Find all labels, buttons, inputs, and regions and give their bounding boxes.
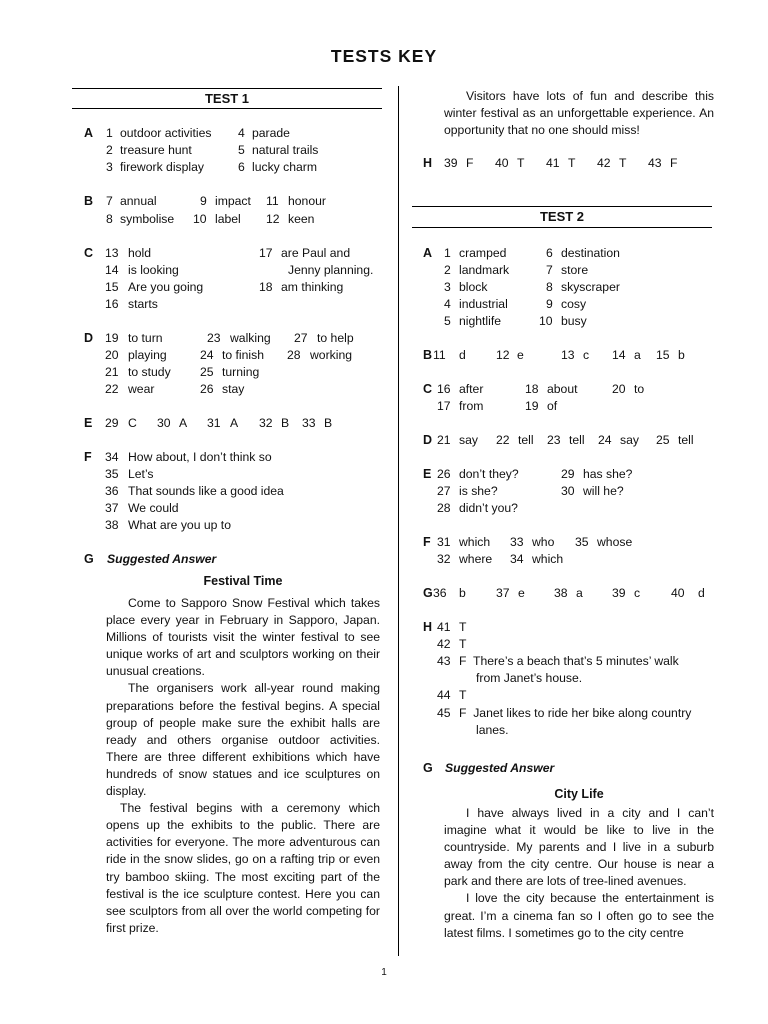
answer-number: 20 (105, 348, 119, 362)
answer-text: impact (215, 194, 251, 208)
answer-number: 34 (105, 450, 119, 464)
answer-text: What are you up to (128, 518, 231, 532)
answer-text: after (459, 382, 484, 396)
test2-section-g-letter: G (423, 586, 433, 600)
answer-text: which (459, 535, 491, 549)
answer-number: 42 (437, 637, 451, 651)
answer-number: 20 (612, 382, 626, 396)
answer-number: 43 (437, 654, 451, 668)
answer-number: 31 (207, 416, 221, 430)
answer-text: d (698, 586, 705, 600)
suggested-answer-label: Suggested Answer (107, 552, 217, 566)
answer-text: d (459, 348, 466, 362)
test2-section-d-letter: D (423, 433, 433, 447)
answer-number: 16 (105, 297, 119, 311)
test1-heading: TEST 1 (204, 91, 250, 106)
answer-number: 36 (433, 586, 447, 600)
answer-number: 22 (105, 382, 119, 396)
answer-number: 21 (105, 365, 119, 379)
answer-number: 8 (106, 212, 113, 226)
answer-text: F (670, 156, 678, 170)
answer-text: F (466, 156, 474, 170)
answer-text: T (459, 620, 467, 634)
test1-section-d-letter: D (84, 331, 94, 345)
column-divider (398, 86, 399, 956)
answer-text: tell (678, 433, 694, 447)
test2-section-h-letter: H (423, 620, 433, 634)
answer-text: working (310, 348, 352, 362)
test2-section-g-essay-letter: G (423, 761, 433, 775)
answer-text: store (561, 263, 589, 277)
answer-text: keen (288, 212, 315, 226)
answer-number: 19 (525, 399, 539, 413)
answer-number: 14 (105, 263, 119, 277)
answer-text: Are you going (128, 280, 204, 294)
answer-number: 19 (105, 331, 119, 345)
test2-section-b-letter: B (423, 348, 433, 362)
answer-text: cosy (561, 297, 587, 311)
answer-continuation: from Janet’s house. (476, 671, 583, 685)
answer-text: outdoor activities (120, 126, 212, 140)
answer-text: will he? (583, 484, 624, 498)
answer-text: to finish (222, 348, 265, 362)
essay-body (106, 595, 380, 937)
answer-text: which (532, 552, 564, 566)
answer-number: 9 (200, 194, 207, 208)
answer-text: to turn (128, 331, 163, 345)
answer-text: B (281, 416, 290, 430)
answer-number: 3 (106, 160, 113, 174)
answer-text: about (547, 382, 578, 396)
answer-number: 5 (238, 143, 245, 157)
test2-section-c-letter: C (423, 382, 433, 396)
answer-text: A (230, 416, 239, 430)
answer-number: 30 (157, 416, 171, 430)
essay-paragraph: The organisers work all-year round making preparations before the festival begins. A special group of people make sure the exhibit halls are ready and others organise outdoor activities. There are three different exhibitions which have hundreds of snow statues and ice sculptures on display. (106, 681, 380, 799)
answer-number: 28 (287, 348, 301, 362)
essay-paragraph: The festival begins with a ceremony which opens up the exhibits to the public. There are activities for everyone. The more adventurous can ride in the snow slides, go on a rafting trip or even try bamboo skiing. The most exciting part of the festival is the ice sculpture contest. Here you can see sculptors from all over the world competing for first prize. (106, 801, 380, 935)
answer-number: 25 (200, 365, 214, 379)
answer-text: label (215, 212, 241, 226)
answer-number: 27 (294, 331, 308, 345)
answer-text: treasure hunt (120, 143, 192, 157)
answer-text: don’t they? (459, 467, 519, 481)
answer-number: 13 (561, 348, 575, 362)
answer-text: T (517, 156, 525, 170)
answer-number: 36 (105, 484, 119, 498)
test1-section-b-letter: B (84, 194, 94, 208)
answer-number: 18 (259, 280, 273, 294)
answer-text: stay (222, 382, 245, 396)
answer-text: starts (128, 297, 158, 311)
answer-text: is she? (459, 484, 498, 498)
answer-number: 15 (656, 348, 670, 362)
answer-text: C (128, 416, 137, 430)
answer-number: 29 (561, 467, 575, 481)
answer-text: block (459, 280, 488, 294)
answer-text: am thinking (281, 280, 344, 294)
test1-section-e-letter: E (84, 416, 93, 430)
answer-number: 15 (105, 280, 119, 294)
answer-text: b (678, 348, 685, 362)
answer-text: say (620, 433, 639, 447)
answer-number: 13 (105, 246, 119, 260)
answer-text: How about, I don’t think so (128, 450, 272, 464)
answer-text: firework display (120, 160, 204, 174)
answer-number: 14 (612, 348, 626, 362)
essay-body-continued (444, 88, 714, 139)
answer-text: lucky charm (252, 160, 318, 174)
test2-section-e-letter: E (423, 467, 432, 481)
answer-text: from (459, 399, 484, 413)
answer-number: 44 (437, 688, 451, 702)
answer-text: e (517, 348, 524, 362)
answer-number: 41 (546, 156, 560, 170)
answer-number: 4 (238, 126, 245, 140)
essay-title: Festival Time (203, 574, 283, 588)
test1-section-h-letter: H (423, 156, 433, 170)
answer-number: 35 (575, 535, 589, 549)
answer-number: 21 (437, 433, 451, 447)
answer-text: to help (317, 331, 354, 345)
page-title: TESTS KEY (330, 46, 438, 66)
answer-number: 31 (437, 535, 451, 549)
essay-paragraph: Come to Sapporo Snow Festival which takes place every year in February in Sapporo, Japan. Millions of tourists visit the winter festival to see unique works of art and sculptors working on their unusual creations. (106, 596, 380, 679)
suggested-answer-label: Suggested Answer (445, 761, 555, 775)
answer-text: walking (230, 331, 271, 345)
answer-text: to (634, 382, 645, 396)
answer-number: 33 (510, 535, 524, 549)
answer-number: 6 (546, 246, 553, 260)
answer-number: 39 (612, 586, 626, 600)
answer-number: 45 (437, 706, 451, 720)
answer-number: 10 (539, 314, 553, 328)
answer-text: busy (561, 314, 587, 328)
answer-number: 11 (266, 194, 279, 208)
answer-number: 37 (105, 501, 119, 515)
answer-number: 9 (546, 297, 553, 311)
answer-number: 41 (437, 620, 451, 634)
answer-number: 39 (444, 156, 458, 170)
answer-text: landmark (459, 263, 510, 277)
answer-number: 29 (105, 416, 119, 430)
answer-text: T (568, 156, 576, 170)
essay-paragraph: Visitors have lots of fun and describe this winter festival as an unforgettable experience. An opportunity that no one should miss! (444, 89, 714, 138)
answer-text: natural trails (252, 143, 319, 157)
answer-text: is looking (128, 263, 179, 277)
answer-text: c (583, 348, 590, 362)
answer-number: 16 (437, 382, 451, 396)
answer-number: 35 (105, 467, 119, 481)
answer-number: 24 (598, 433, 612, 447)
answer-number: 8 (546, 280, 553, 294)
test1-section-a-letter: A (84, 126, 94, 140)
answer-number: 26 (200, 382, 214, 396)
answer-text: are Paul and (281, 246, 351, 260)
answer-text: a (634, 348, 641, 362)
answer-text: turning (222, 365, 260, 379)
answer-text: where (459, 552, 493, 566)
answer-number: 43 (648, 156, 662, 170)
essay-body (444, 805, 714, 942)
answer-number: 7 (106, 194, 113, 208)
test2-section-f-letter: F (423, 535, 431, 549)
page-number: 1 (381, 967, 387, 978)
answer-number: 25 (656, 433, 670, 447)
answer-number: 3 (444, 280, 451, 294)
answer-text: Let’s (128, 467, 154, 481)
answer-text: nightlife (459, 314, 502, 328)
answer-number: 12 (496, 348, 510, 362)
answer-number: 11 (433, 348, 446, 362)
test1-section-c-letter: C (84, 246, 94, 260)
answer-continuation: lanes. (476, 723, 509, 737)
answer-number: 32 (259, 416, 273, 430)
test1-top-rule (72, 88, 382, 89)
answer-number: 38 (554, 586, 568, 600)
answer-number: 17 (259, 246, 273, 260)
test2-top-rule (412, 206, 712, 207)
answer-text: tell (569, 433, 585, 447)
answer-text: of (547, 399, 558, 413)
test1-section-g-letter: G (84, 552, 94, 566)
test2-bottom-rule (412, 227, 712, 228)
answer-number: 18 (525, 382, 539, 396)
answer-text: B (324, 416, 333, 430)
essay-paragraph: I have always lived in a city and I can’t imagine what it would be like to live in the countryside. My parents and I live in a suburb away from the city centre. Our house is near a park and there are lots of tree-lined avenues. (444, 806, 714, 889)
answer-number: 2 (106, 143, 113, 157)
answer-number: 30 (561, 484, 575, 498)
answer-number: 10 (193, 212, 207, 226)
answer-text: A (179, 416, 188, 430)
answer-text: c (634, 586, 641, 600)
answer-text: We could (128, 501, 179, 515)
answer-text: b (459, 586, 466, 600)
answer-text: Jenny planning. (288, 263, 374, 277)
answer-number: 42 (597, 156, 611, 170)
answer-text: say (459, 433, 478, 447)
answer-number: 1 (444, 246, 451, 260)
answer-text: parade (252, 126, 290, 140)
answer-number: 17 (437, 399, 451, 413)
answer-text: wear (128, 382, 155, 396)
answer-text: That sounds like a good idea (128, 484, 284, 498)
answer-number: 40 (671, 586, 685, 600)
answer-number: 37 (496, 586, 510, 600)
answer-text: didn’t you? (459, 501, 518, 515)
answer-number: 28 (437, 501, 451, 515)
answer-number: 1 (106, 126, 113, 140)
answer-number: 27 (437, 484, 451, 498)
answer-text: destination (561, 246, 620, 260)
answer-text: who (532, 535, 555, 549)
answer-text: F Janet likes to ride her bike along country (459, 706, 692, 720)
answer-text: symbolise (120, 212, 175, 226)
answer-number: 4 (444, 297, 451, 311)
answer-number: 40 (495, 156, 509, 170)
answer-text: has she? (583, 467, 633, 481)
test1-section-f-letter: F (84, 450, 92, 464)
test2-section-a-letter: A (423, 246, 433, 260)
answer-number: 32 (437, 552, 451, 566)
answer-text: hold (128, 246, 152, 260)
answer-number: 23 (547, 433, 561, 447)
answer-text: honour (288, 194, 326, 208)
answer-text: whose (597, 535, 633, 549)
answer-number: 6 (238, 160, 245, 174)
answer-text: playing (128, 348, 167, 362)
essay-paragraph: I love the city because the entertainment is great. I’m a cinema fan so I often go to see the latest films. I sometimes go to the city centre (444, 891, 714, 940)
answer-text: e (518, 586, 525, 600)
answer-text: cramped (459, 246, 507, 260)
answer-text: industrial (459, 297, 508, 311)
answer-text: T (459, 688, 467, 702)
essay-title: City Life (554, 787, 604, 801)
answer-number: 7 (546, 263, 553, 277)
answer-text: F There’s a beach that’s 5 minutes’ walk (459, 654, 679, 668)
answer-number: 12 (266, 212, 280, 226)
test1-bottom-rule (72, 108, 382, 109)
test2-heading: TEST 2 (539, 209, 585, 224)
answer-text: T (619, 156, 627, 170)
answer-text: T (459, 637, 467, 651)
answer-text: annual (120, 194, 157, 208)
answer-text: to study (128, 365, 171, 379)
answer-number: 2 (444, 263, 451, 277)
answer-number: 33 (302, 416, 316, 430)
answer-text: tell (518, 433, 534, 447)
answer-number: 5 (444, 314, 451, 328)
answer-number: 38 (105, 518, 119, 532)
answer-number: 24 (200, 348, 214, 362)
answer-number: 34 (510, 552, 524, 566)
answer-text: a (576, 586, 583, 600)
answer-number: 26 (437, 467, 451, 481)
answer-number: 22 (496, 433, 510, 447)
answer-text: skyscraper (561, 280, 620, 294)
answer-number: 23 (207, 331, 221, 345)
